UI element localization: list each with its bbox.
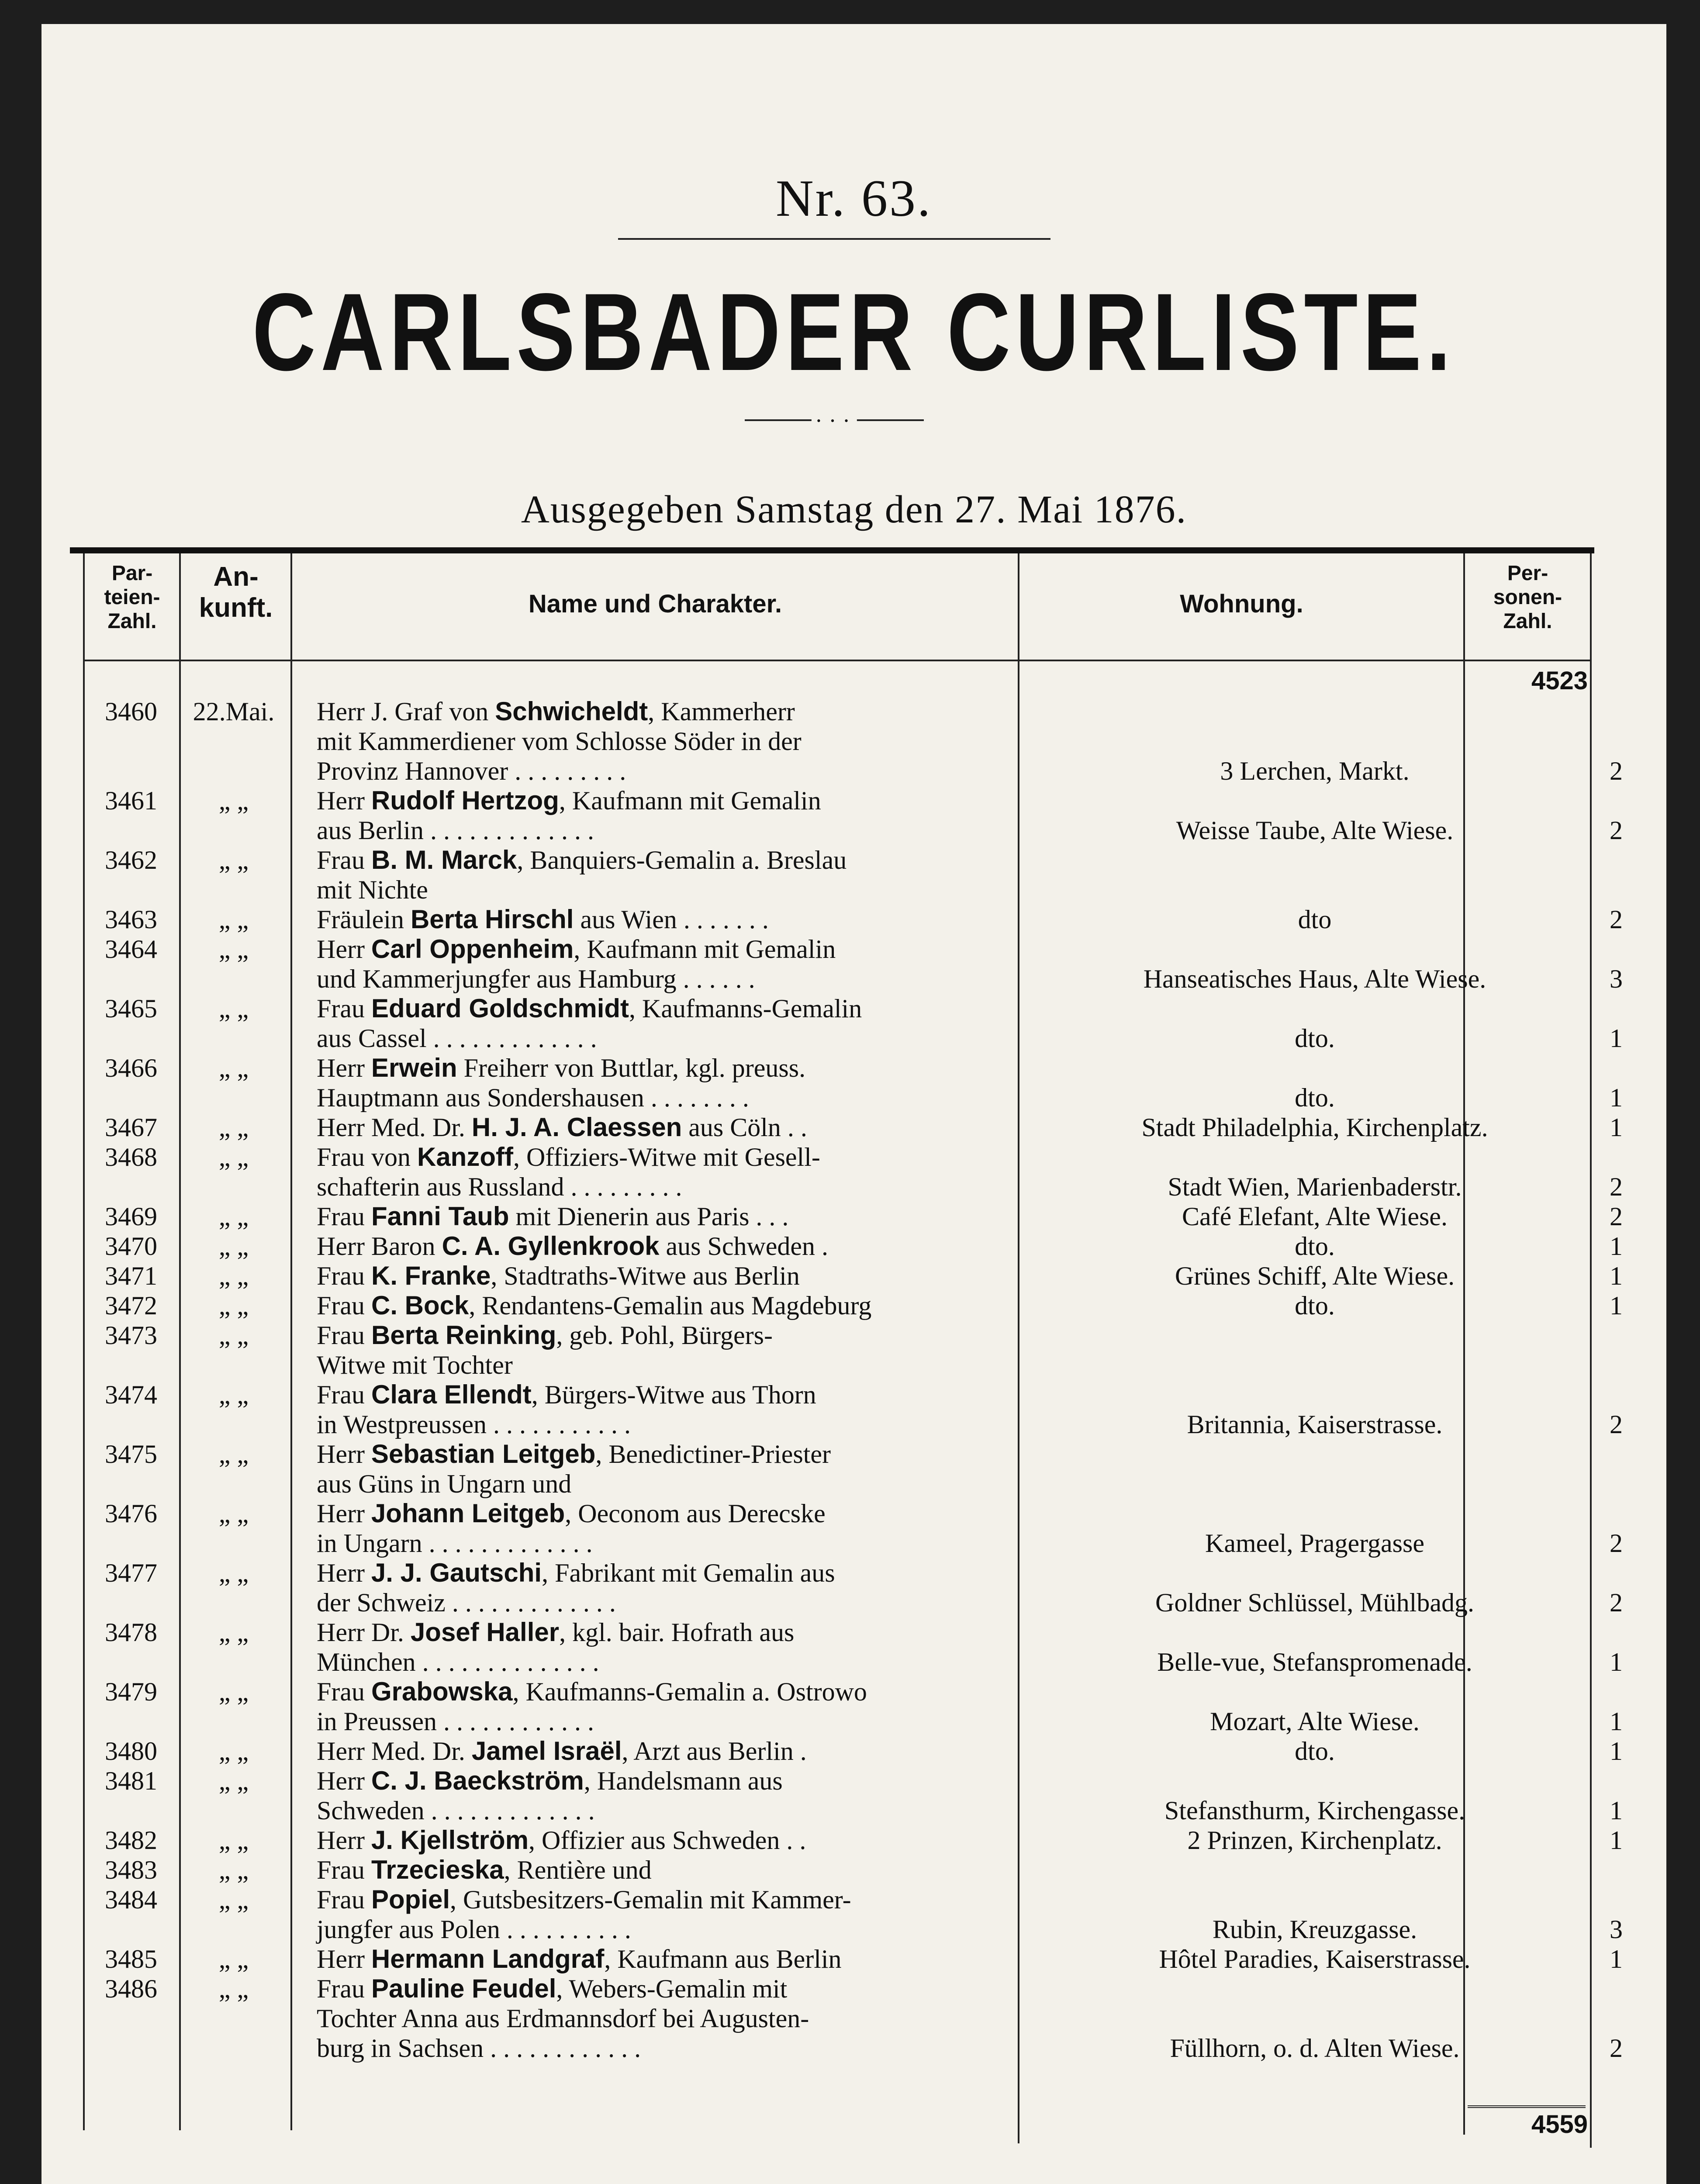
party-number: 3485: [105, 1945, 157, 1973]
guest-title: Frau: [317, 1885, 371, 1914]
residence: Weisse Taube, Alte Wiese.: [1176, 816, 1454, 845]
residence: Mozart, Alte Wiese.: [1210, 1707, 1420, 1736]
column-header-personen-text: Per- sonen- Zahl.: [1493, 562, 1562, 633]
arrival-date: „ „: [218, 1440, 249, 1469]
arrival-date: „ „: [218, 1380, 249, 1409]
guest-title: Frau: [317, 1677, 371, 1706]
guest-name: J. J. Gautschi: [371, 1558, 542, 1587]
party-number: 3465: [105, 994, 157, 1023]
guest-name: Carl Oppenheim: [371, 934, 574, 964]
guest-description: , Oeconom aus Derecske in Ungarn . . . . . . . . . . . . .: [317, 1499, 826, 1558]
guest-name: Clara Ellendt: [371, 1380, 532, 1409]
arrival-date: „ „: [218, 1766, 249, 1795]
residence: Kameel, Pragergasse: [1205, 1529, 1425, 1558]
guest-entry: [317, 1053, 1050, 1113]
guest-name: B. M. Marck: [371, 845, 517, 874]
arrival-date: „ „: [218, 935, 249, 964]
table-row: [83, 994, 1623, 1053]
residence: dto.: [1295, 1232, 1335, 1261]
persons-count: 3: [1610, 1915, 1623, 1944]
guest-entry: [317, 1617, 1050, 1677]
guest-title: Herr Dr.: [317, 1618, 411, 1647]
table-row: [83, 1320, 1590, 1380]
guest-description: , kgl. bair. Hofrath aus München . . . . . . . . . . . . . .: [317, 1618, 795, 1676]
column-header-parteien: [85, 561, 179, 634]
guest-description: Freiherr von Buttlar, kgl. preuss. Hauptmann aus Sondershausen . . . . . . . .: [317, 1054, 806, 1112]
guest-name: Johann Leitgeb: [371, 1499, 565, 1528]
table-row: [83, 1825, 1623, 1855]
guest-entry: [317, 1855, 1050, 1885]
guest-entry: [317, 1291, 1050, 1320]
guest-name: C. J. Baeckström: [371, 1766, 584, 1795]
party-number: 3468: [105, 1143, 157, 1171]
table-row: [83, 1202, 1623, 1231]
guest-list: [83, 697, 1623, 2063]
residence: dto.: [1295, 1024, 1335, 1053]
table-row: [83, 905, 1623, 934]
residence: dto: [1298, 905, 1332, 934]
arrival-date: 22.Mai.: [193, 697, 275, 726]
guest-name: J. Kjellström: [371, 1825, 529, 1855]
guest-entry: [317, 786, 1050, 845]
guest-description: aus Wien . . . . . . .: [574, 905, 769, 934]
guest-description: mit Dienerin aus Paris . . .: [509, 1202, 789, 1231]
guest-name: C. A. Gyllenkrook: [442, 1231, 660, 1261]
residence: Füllhorn, o. d. Alten Wiese.: [1170, 2034, 1460, 2063]
persons-count: 2: [1610, 905, 1623, 934]
arrival-date: „ „: [218, 1054, 249, 1082]
table-row: [83, 1736, 1623, 1766]
guest-title: Herr: [317, 1559, 371, 1587]
guest-entry: [317, 1113, 1050, 1142]
arrival-date: „ „: [218, 1618, 249, 1647]
table-row: [83, 1291, 1623, 1320]
residence: 2 Prinzen, Kirchenplatz.: [1187, 1826, 1442, 1855]
divider: [618, 238, 1050, 240]
guest-name: Grabowska: [371, 1677, 513, 1706]
guest-title: Frau: [317, 994, 371, 1023]
table-row: [83, 934, 1623, 994]
guest-description: , Offiziers-Witwe mit Gesell- schafterin aus Russland . . . . . . . . .: [317, 1143, 820, 1201]
arrival-date: „ „: [218, 1113, 249, 1142]
party-number: 3462: [105, 846, 157, 874]
guest-description: , Rentière und: [504, 1856, 652, 1884]
party-number: 3464: [105, 935, 157, 964]
table-row: [83, 1944, 1623, 1974]
guest-name: Hermann Landgraf: [371, 1944, 605, 1973]
guest-title: Herr: [317, 1826, 371, 1855]
guest-description: aus Schweden .: [659, 1232, 829, 1261]
persons-count: 1: [1610, 1291, 1623, 1320]
table-row: [83, 1499, 1623, 1558]
guest-name: Fanni Taub: [371, 1202, 509, 1231]
total-rule: [1468, 2105, 1586, 2108]
guest-description: , Benedictiner-Priester aus Güns in Ungarn und: [317, 1440, 831, 1498]
ornament-dots: • • •: [812, 415, 857, 428]
residence: Stadt Philadelphia, Kirchenplatz.: [1141, 1113, 1488, 1142]
guest-title: Herr: [317, 1766, 371, 1795]
guest-title: Herr Med. Dr.: [317, 1113, 472, 1142]
guest-entry: [317, 905, 1050, 934]
arrival-date: „ „: [218, 1974, 249, 2003]
residence: dto.: [1295, 1737, 1335, 1766]
guest-entry: [317, 1885, 1050, 1944]
party-number: 3482: [105, 1826, 157, 1855]
guest-entry: [317, 1499, 1050, 1558]
guest-name: Kanzoff: [417, 1142, 513, 1171]
guest-name: Berta Reinking: [371, 1320, 556, 1350]
running-total: 4559: [1531, 2110, 1588, 2139]
guest-title: Herr: [317, 1440, 371, 1469]
guest-description: , Kaufmann mit Gemalin und Kammerjungfer aus Hamburg . . . . . .: [317, 935, 836, 993]
guest-title: Frau: [317, 1974, 371, 2003]
table-row: [83, 845, 1590, 905]
page-title: CARLSBADER CURLISTE.: [252, 271, 1456, 394]
residence: Café Elefant, Alte Wiese.: [1182, 1202, 1448, 1231]
column-header-parteien-text: Par- teien- Zahl.: [104, 562, 160, 633]
guest-name: Pauline Feudel: [371, 1974, 556, 2003]
guest-name: Erwein: [371, 1053, 457, 1082]
table-row: [83, 697, 1623, 786]
guest-entry: [317, 1439, 1050, 1499]
guest-title: Herr: [317, 935, 371, 964]
guest-title: Herr: [317, 786, 371, 815]
guest-description: , Kaufmanns-Gemalin aus Cassel . . . . . . . . . . . . .: [317, 994, 862, 1053]
guest-name: Rudolf Hertzog: [371, 786, 559, 815]
guest-title: Herr Med. Dr.: [317, 1737, 472, 1766]
arrival-date: „ „: [218, 1885, 249, 1914]
arrival-date: „ „: [218, 1232, 249, 1261]
guest-entry: [317, 1202, 1050, 1231]
party-number: 3460: [105, 697, 157, 726]
carried-total: 4523: [1531, 667, 1588, 695]
arrival-date: „ „: [218, 1321, 249, 1350]
guest-entry: [317, 697, 1050, 786]
persons-count: 2: [1610, 1172, 1623, 1201]
persons-count: 2: [1610, 2034, 1623, 2063]
guest-name: Trzecieska: [371, 1855, 504, 1884]
guest-title: Frau: [317, 1321, 371, 1350]
party-number: 3483: [105, 1856, 157, 1884]
party-number: 3470: [105, 1232, 157, 1261]
column-header-name: Name und Charakter.: [528, 590, 782, 618]
guest-description: , geb. Pohl, Bürgers- Witwe mit Tochter: [317, 1321, 773, 1379]
guest-entry: [317, 934, 1050, 994]
residence: Hanseatisches Haus, Alte Wiese.: [1143, 964, 1486, 993]
guest-entry: [317, 994, 1050, 1053]
persons-count: 1: [1610, 1648, 1623, 1676]
party-number: 3479: [105, 1677, 157, 1706]
persons-count: 1: [1610, 1083, 1623, 1112]
residence: Hôtel Paradies, Kaiserstrasse.: [1159, 1945, 1471, 1973]
persons-count: 1: [1610, 1261, 1623, 1290]
guest-name: Jamel Israël: [471, 1736, 622, 1766]
residence: Goldner Schlüssel, Mühlbadg.: [1155, 1588, 1474, 1617]
residence: Rubin, Kreuzgasse.: [1212, 1915, 1417, 1944]
table-row: [83, 1617, 1623, 1677]
persons-count: 1: [1610, 1737, 1623, 1766]
guest-description: , Kaufmanns-Gemalin a. Ostrowo in Preussen . . . . . . . . . . . .: [317, 1677, 867, 1736]
guest-title: Frau: [317, 1856, 371, 1884]
guest-entry: [317, 1261, 1050, 1291]
guest-description: , Banquiers-Gemalin a. Breslau mit Nichte: [317, 846, 847, 904]
header-rule: [83, 660, 1590, 661]
guest-description: , Arzt aus Berlin .: [622, 1737, 807, 1766]
table-row: [83, 1380, 1623, 1439]
party-number: 3476: [105, 1499, 157, 1528]
persons-count: 1: [1610, 1796, 1623, 1825]
party-number: 3461: [105, 786, 157, 815]
party-number: 3477: [105, 1559, 157, 1587]
guest-description: aus Cöln . .: [682, 1113, 807, 1142]
table-row: [83, 786, 1623, 845]
party-number: 3469: [105, 1202, 157, 1231]
guest-title: Frau: [317, 1202, 371, 1231]
persons-count: 2: [1610, 816, 1623, 845]
table-row: [83, 1677, 1623, 1736]
party-number: 3474: [105, 1380, 157, 1409]
column-header-ankunft-text: An- kunft.: [199, 562, 273, 623]
guest-title: Herr: [317, 1054, 371, 1082]
guest-entry: [317, 1944, 1050, 1974]
arrival-date: „ „: [218, 1499, 249, 1528]
guest-title: Frau: [317, 846, 371, 874]
residence: Britannia, Kaiserstrasse.: [1187, 1410, 1443, 1439]
table-row: [83, 1142, 1623, 1202]
persons-count: 2: [1610, 757, 1623, 785]
column-header-personen: [1465, 561, 1590, 634]
guest-description: , Offizier aus Schweden . .: [529, 1826, 806, 1855]
party-number: 3480: [105, 1737, 157, 1766]
arrival-date: „ „: [218, 905, 249, 934]
guest-description: , Gutsbesitzers-Gemalin mit Kammer- jungfer aus Polen . . . . . . . . . .: [317, 1885, 851, 1944]
arrival-date: „ „: [218, 1826, 249, 1855]
persons-count: 2: [1610, 1529, 1623, 1558]
guest-entry: [317, 1142, 1050, 1202]
table-row: [83, 1261, 1623, 1291]
guest-name: Sebastian Leitgeb: [371, 1439, 596, 1469]
guest-description: , Kaufmann aus Berlin: [604, 1945, 842, 1973]
residence: Stefansthurm, Kirchengasse.: [1164, 1796, 1465, 1825]
guest-title: Herr J. Graf von: [317, 697, 495, 726]
guest-entry: [317, 1320, 1050, 1380]
party-number: 3472: [105, 1291, 157, 1320]
issue-number: Nr. 63.: [776, 169, 932, 227]
guest-description: , Kammerherr mit Kammerdiener vom Schlosse Söder in der Provinz Hannover . . . . . . . . .: [317, 697, 802, 785]
guest-description: , Handelsmann aus Schweden . . . . . . . . . . . . .: [317, 1766, 783, 1825]
curliste-page: [41, 24, 1666, 2184]
arrival-date: „ „: [218, 846, 249, 874]
party-number: 3475: [105, 1440, 157, 1469]
guest-title: Frau: [317, 1261, 371, 1290]
guest-title: Herr: [317, 1945, 371, 1973]
guest-title: Frau von: [317, 1143, 417, 1171]
guest-name: H. J. A. Claessen: [471, 1113, 682, 1142]
guest-description: , Bürgers-Witwe aus Thorn in Westpreussen . . . . . . . . . . .: [317, 1380, 816, 1439]
residence: 3 Lerchen, Markt.: [1220, 757, 1410, 785]
party-number: 3478: [105, 1618, 157, 1647]
party-number: 3486: [105, 1974, 157, 2003]
party-number: 3463: [105, 905, 157, 934]
residence: dto.: [1295, 1291, 1335, 1320]
guest-entry: [317, 1231, 1050, 1261]
persons-count: 2: [1610, 1588, 1623, 1617]
guest-description: , Rendantens-Gemalin aus Magdeburg: [469, 1291, 872, 1320]
persons-count: 1: [1610, 1024, 1623, 1053]
arrival-date: „ „: [218, 994, 249, 1023]
arrival-date: „ „: [218, 786, 249, 815]
arrival-date: „ „: [218, 1945, 249, 1973]
guest-title: Herr: [317, 1499, 371, 1528]
guest-title: Fräulein: [317, 905, 411, 934]
party-number: 3467: [105, 1113, 157, 1142]
table-row: [83, 1974, 1623, 2063]
persons-count: 1: [1610, 1113, 1623, 1142]
guest-entry: [317, 1825, 1050, 1855]
persons-count: 1: [1610, 1945, 1623, 1973]
table-row: [83, 1053, 1623, 1113]
guest-entry: [317, 1558, 1050, 1617]
column-header-wohnung: Wohnung.: [1180, 590, 1303, 618]
guest-name: Josef Haller: [410, 1617, 560, 1647]
persons-count: 1: [1610, 1826, 1623, 1855]
table-border-right: [1590, 553, 1592, 2148]
guest-name: K. Franke: [371, 1261, 491, 1290]
guest-name: Berta Hirschl: [410, 905, 574, 934]
ornament-rule: [745, 415, 924, 427]
arrival-date: „ „: [218, 1261, 249, 1290]
residence: Belle-vue, Stefanspromenade.: [1157, 1648, 1472, 1676]
table-row: [83, 1439, 1590, 1499]
arrival-date: „ „: [218, 1677, 249, 1706]
guest-description: , Fabrikant mit Gemalin aus der Schweiz . . . . . . . . . . . . .: [317, 1559, 835, 1617]
guest-entry: [317, 1677, 1050, 1736]
guest-title: Frau: [317, 1380, 371, 1409]
column-header-ankunft: [181, 561, 290, 624]
party-number: 3484: [105, 1885, 157, 1914]
arrival-date: „ „: [218, 1291, 249, 1320]
persons-count: 1: [1610, 1232, 1623, 1261]
table-top-rule: [70, 547, 1594, 553]
party-number: 3473: [105, 1321, 157, 1350]
guest-title: Herr Baron: [317, 1232, 442, 1261]
persons-count: 3: [1610, 964, 1623, 993]
guest-entry: [317, 845, 1050, 905]
table-row: [83, 1231, 1623, 1261]
arrival-date: „ „: [218, 1559, 249, 1587]
guest-entry: [317, 1766, 1050, 1825]
party-number: 3466: [105, 1054, 157, 1082]
guest-description: , Stadtraths-Witwe aus Berlin: [491, 1261, 800, 1290]
arrival-date: „ „: [218, 1202, 249, 1231]
guest-name: Popiel: [371, 1885, 450, 1914]
guest-description: , Kaufmann mit Gemalin aus Berlin . . . . . . . . . . . . .: [317, 786, 821, 845]
guest-name: Eduard Goldschmidt: [371, 994, 629, 1023]
guest-entry: [317, 1974, 1050, 2063]
party-number: 3471: [105, 1261, 157, 1290]
guest-name: Schwicheldt: [495, 697, 648, 726]
persons-count: 2: [1610, 1410, 1623, 1439]
residence: Grünes Schiff, Alte Wiese.: [1175, 1261, 1455, 1290]
arrival-date: „ „: [218, 1143, 249, 1171]
issue-date: Ausgegeben Samstag den 27. Mai 1876.: [521, 488, 1187, 531]
party-number: 3481: [105, 1766, 157, 1795]
guest-description: , Webers-Gemalin mit Tochter Anna aus Erdmannsdorf bei Augusten- burg in Sachsen . . . . . . . . . . . .: [317, 1974, 809, 2063]
table-row: [83, 1766, 1623, 1825]
table-row: [83, 1855, 1590, 1885]
persons-count: 1: [1610, 1707, 1623, 1736]
table-row: [83, 1885, 1623, 1944]
table-row: [83, 1113, 1623, 1142]
residence: Stadt Wien, Marienbaderstr.: [1168, 1172, 1462, 1201]
guest-name: C. Bock: [371, 1291, 469, 1320]
residence: dto.: [1295, 1083, 1335, 1112]
arrival-date: „ „: [218, 1737, 249, 1766]
guest-title: Frau: [317, 1291, 371, 1320]
table-row: [83, 1558, 1623, 1617]
arrival-date: „ „: [218, 1856, 249, 1884]
guest-entry: [317, 1380, 1050, 1439]
guest-entry: [317, 1736, 1050, 1766]
persons-count: 2: [1610, 1202, 1623, 1231]
